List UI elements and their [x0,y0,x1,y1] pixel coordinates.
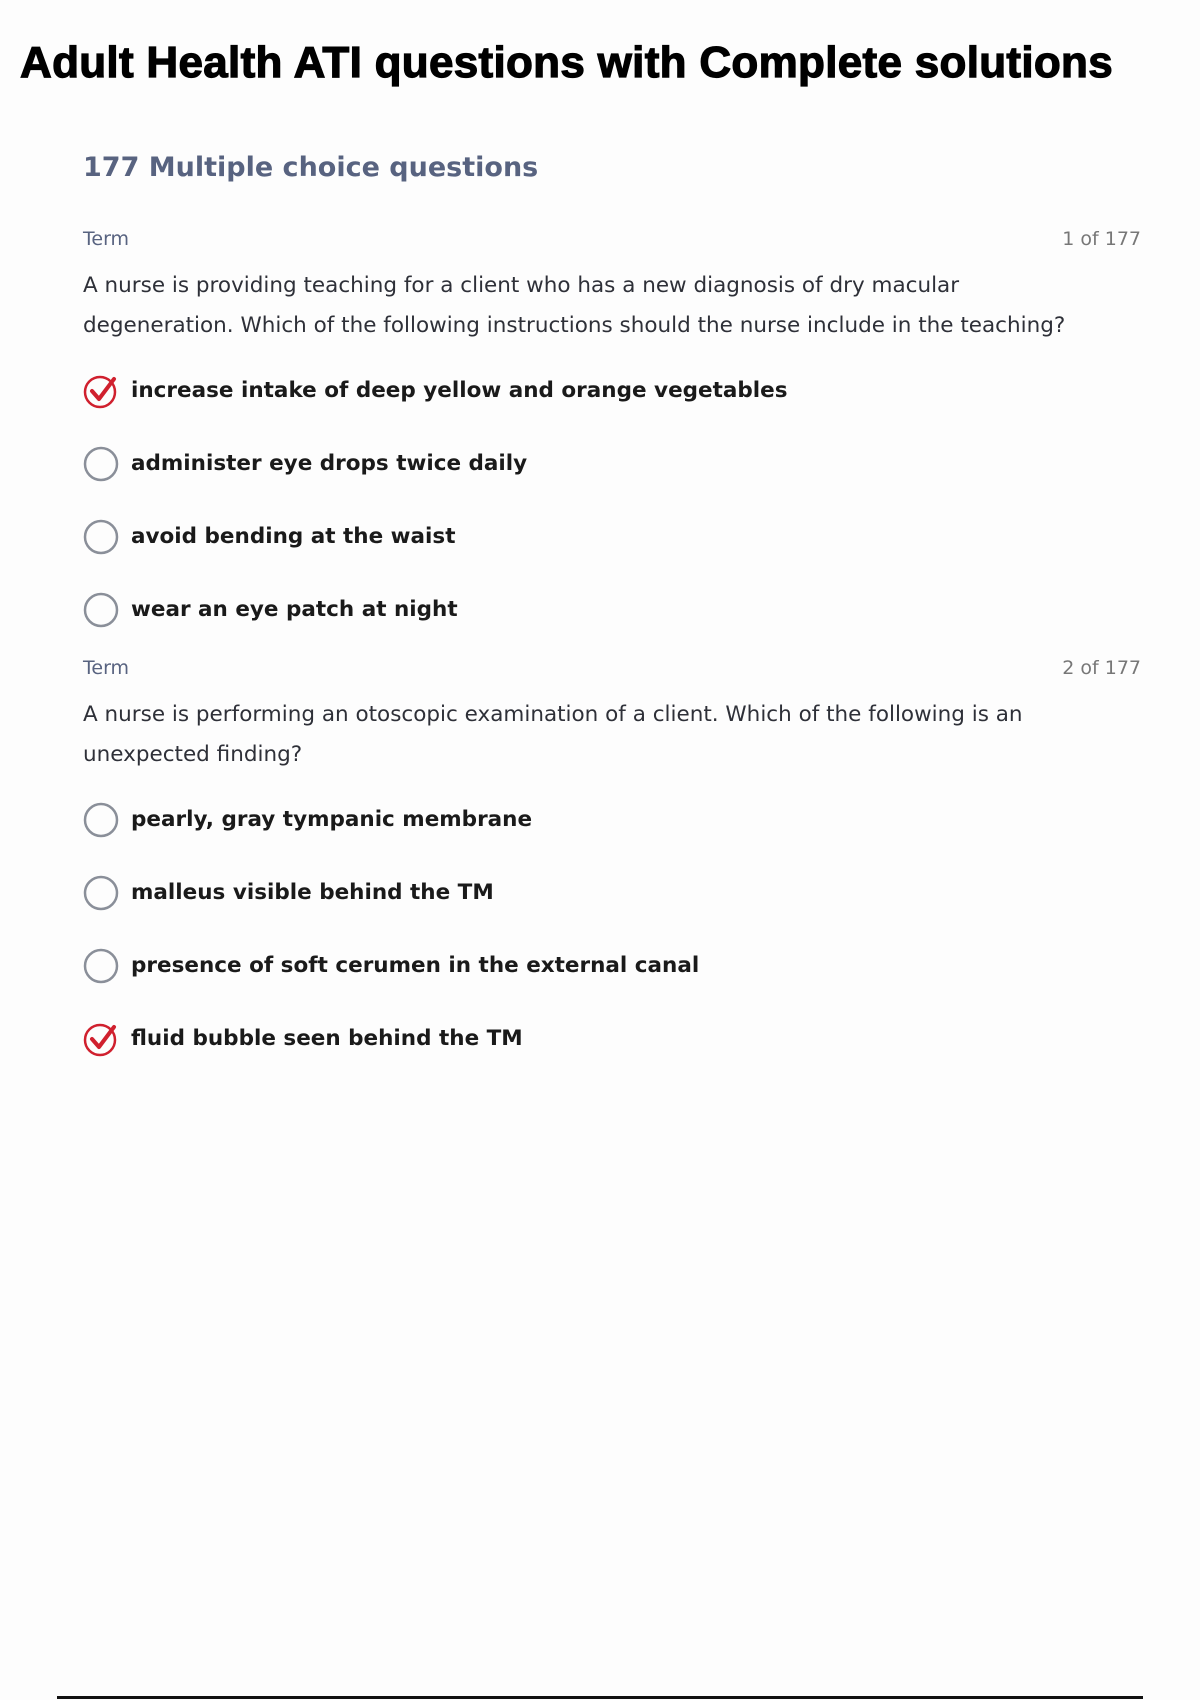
term-row [83,228,1141,256]
term-label: Term [83,228,130,250]
checked-answer-icon[interactable] [83,1021,119,1057]
radio-circle-icon[interactable] [83,592,119,628]
answer-option-label: increase intake of deep yellow and orange vegetables [131,378,788,403]
answer-option-label: administer eye drops twice daily [131,451,528,476]
document-title: Adult Health ATI questions with Complete solutions [20,38,1113,87]
question-card [83,228,1141,646]
radio-circle-icon[interactable] [83,446,119,482]
radio-circle-icon[interactable] [83,519,119,555]
answer-option-label: wear an eye patch at night [131,597,458,622]
answer-option[interactable] [83,856,1141,929]
options-list [83,354,1141,646]
answer-option[interactable] [83,500,1141,573]
radio-circle-icon[interactable] [83,802,119,838]
term-label: Term [83,657,130,679]
answer-option[interactable] [83,573,1141,646]
answer-option[interactable] [83,354,1141,427]
question-count-heading: 177 Multiple choice questions [83,152,539,183]
checked-answer-icon[interactable] [83,373,119,409]
answer-option-label: fluid bubble seen behind the TM [131,1026,523,1051]
answer-option[interactable] [83,1002,1141,1075]
answer-option[interactable] [83,929,1141,1002]
footer-divider [57,1696,1143,1699]
question-counter: 2 of 177 [1062,657,1141,679]
question-counter: 1 of 177 [1062,228,1141,250]
radio-circle-icon[interactable] [83,875,119,911]
question-text: A nurse is performing an otoscopic examination of a client. Which of the following is an unexpected finding? [83,702,1023,767]
radio-circle-icon[interactable] [83,948,119,984]
answer-option-label: avoid bending at the waist [131,524,456,549]
options-list [83,783,1141,1075]
answer-option-label: presence of soft cerumen in the external canal [131,953,700,978]
answer-option[interactable] [83,783,1141,856]
question-text: A nurse is providing teaching for a client who has a new diagnosis of dry macular degeneration. Which of the following instructions should the nurse include in the teaching? [83,273,1066,338]
answer-option[interactable] [83,427,1141,500]
question-card [83,657,1141,1075]
answer-option-label: malleus visible behind the TM [131,880,494,905]
term-row [83,657,1141,685]
answer-option-label: pearly, gray tympanic membrane [131,807,533,832]
